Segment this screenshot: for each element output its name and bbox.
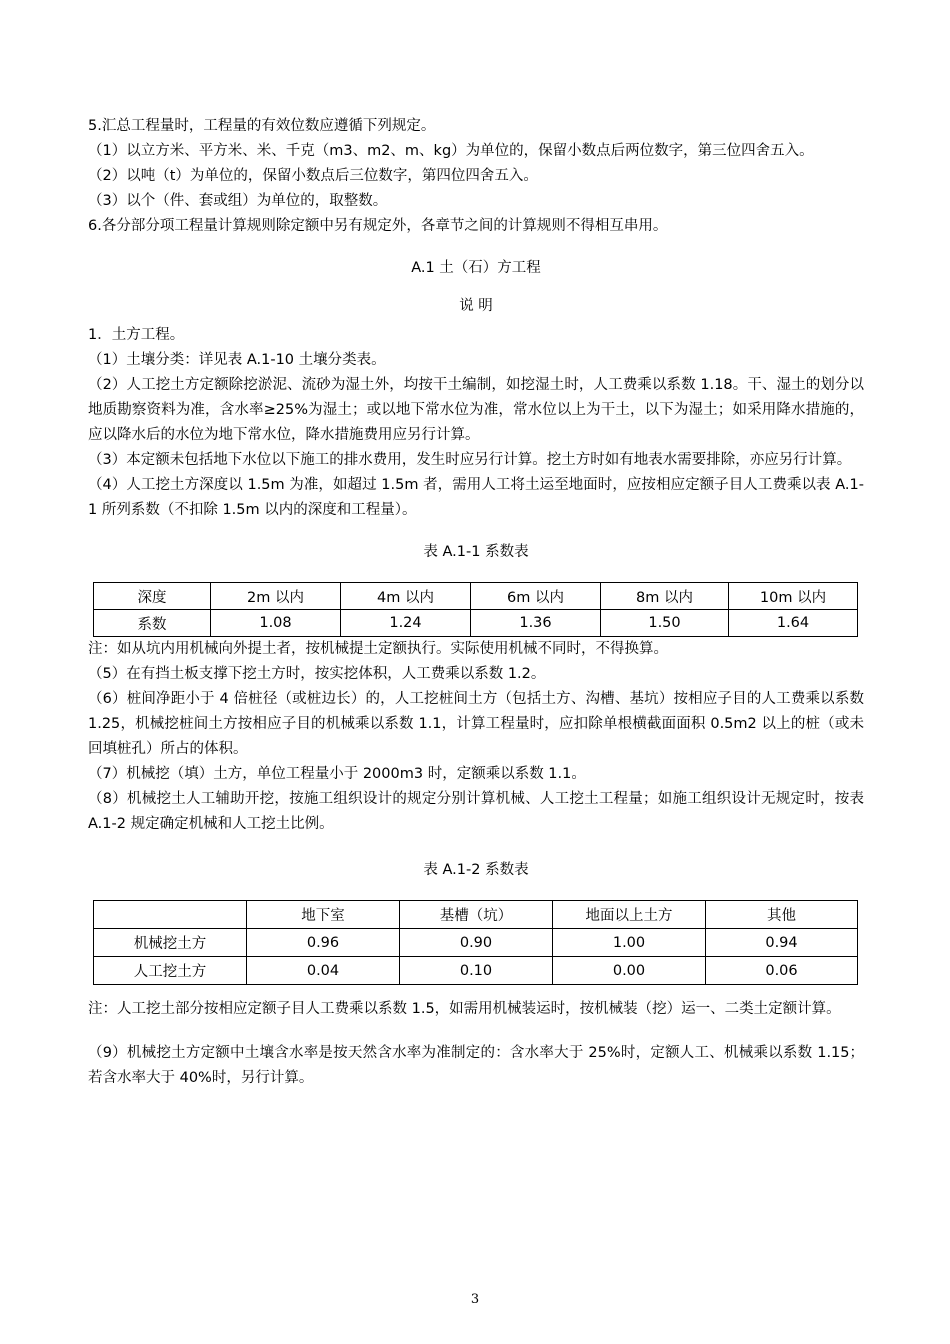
table-cell: 0.00 [553,957,706,985]
table1-title: 表 A.1-1 系数表 [423,544,529,560]
table-cell: 0.96 [247,929,400,957]
table-cell: 地下室 [247,901,400,929]
table-row [94,929,858,957]
rule-item-5: 5.汇总工程量时，工程量的有效位数应遵循下列规定。 [88,118,436,134]
table-cell: 系数 [94,610,211,637]
paragraph-9: （9）机械挖土方定额中土壤含水率是按天然含水率为准制定的：含水率大于 25%时，定额人工、机械乘以系数 1.15；若含水率大于 40%时，另行计算。 [88,1045,864,1086]
table-header-row [94,901,858,929]
rule-item-6: 6.各分部分项工程量计算规则除定额中另有规定外，各章节之间的计算规则不得相互串用。 [88,218,668,234]
rule-item-5-1: （1）以立方米、平方米、米、千克（m3、m2、m、kg）为单位的，保留小数点后两位数字，第三位四舍五入。 [88,143,814,159]
table-cell: 其他 [706,901,858,929]
table-cell: 0.94 [706,929,858,957]
coefficient-table-2 [93,900,858,985]
table-cell: 人工挖土方 [94,957,247,985]
section-subtitle: 说 明 [459,298,493,314]
rule-item-5-3: （3）以个（件、套或组）为单位的，取整数。 [88,193,388,209]
rule-item-5-2: （2）以吨（t）为单位的，保留小数点后三位数字，第四位四舍五入。 [88,168,538,184]
table-cell: 1.00 [553,929,706,957]
table-cell: 0.04 [247,957,400,985]
table-cell: 机械挖土方 [94,929,247,957]
table-cell: 4m 以内 [341,583,471,610]
page-number: 3 [470,1292,480,1307]
table-cell: 基槽（坑） [400,901,553,929]
table-row [94,610,858,637]
table-cell: 0.90 [400,929,553,957]
earthwork-paragraph-3: （3）本定额未包括地下水位以下施工的排水费用，发生时应另行计算。挖土方时如有地表水需要排除，亦应另行计算。 [88,452,852,468]
table-header-row [94,583,858,610]
earthwork-paragraph-4: （4）人工挖土方深度以 1.5m 为准，如超过 1.5m 者，需用人工将土运至地面时，应按相应定额子目人工费乘以表 A.1-1 所列系数（不扣除 1.5m 以内的深度和工程量）。 [88,477,864,518]
earthwork-heading: 1．土方工程。 [88,327,185,343]
table-cell: 1.24 [341,610,471,637]
paragraph-8: （8）机械挖土人工辅助开挖，按施工组织设计的规定分别计算机械、人工挖土工程量；如施工组织设计无规定时，按表 A.1-2 规定确定机械和人工挖土比例。 [88,791,864,832]
table-cell: 8m 以内 [601,583,729,610]
paragraph-7: （7）机械挖（填）土方，单位工程量小于 2000m3 时，定额乘以系数 1.1。 [88,766,586,782]
table-cell: 0.06 [706,957,858,985]
section-title: A.1 土（石）方工程 [411,260,541,276]
table-cell: 10m 以内 [729,583,858,610]
table-cell: 0.10 [400,957,553,985]
earthwork-paragraph-1: （1）土壤分类：详见表 A.1-10 土壤分类表。 [88,352,386,368]
earthwork-paragraph-2: （2）人工挖土方定额除挖淤泥、流砂为湿土外，均按干土编制，如挖湿土时，人工费乘以系数 1.18。干、湿土的划分以地质勘察资料为准，含水率≥25%为湿土；或以地下常水位为准，常水位以上为干土，以下为湿土；如采用降水措施的，应以降水后的水位为地下常水位，降水措施费用应另行计算。 [88,377,864,443]
table-cell: 6m 以内 [471,583,601,610]
table2-title: 表 A.1-2 系数表 [423,862,529,878]
table2-note: 注：人工挖土部分按相应定额子目人工费乘以系数 1.5，如需用机械装运时，按机械装（挖）运一、二类土定额计算。 [88,1001,841,1017]
coefficient-table-1 [93,582,858,637]
table-cell: 深度 [94,583,211,610]
table-cell: 2m 以内 [211,583,341,610]
table1-note: 注：如从坑内用机械向外提土者，按机械提土定额执行。实际使用机械不同时，不得换算。 [88,641,668,657]
table-cell [94,901,247,929]
paragraph-6: （6）桩间净距小于 4 倍桩径（或桩边长）的，人工挖桩间土方（包括土方、沟槽、基坑）按相应子目的人工费乘以系数 1.25，机械挖桩间土方按相应子目的机械乘以系数 1.1，计算工程量时，应扣除单根横截面面积 0.5m2 以上的桩（或未回填桩孔）所占的体积。 [88,691,865,757]
paragraph-5: （5）在有挡土板支撑下挖土方时，按实挖体积，人工费乘以系数 1.2。 [88,666,546,682]
table-cell: 1.36 [471,610,601,637]
document-page [88,114,864,1091]
table-cell: 地面以上土方 [553,901,706,929]
table-row [94,957,858,985]
table-cell: 1.08 [211,610,341,637]
table-cell: 1.64 [729,610,858,637]
table-cell: 1.50 [601,610,729,637]
